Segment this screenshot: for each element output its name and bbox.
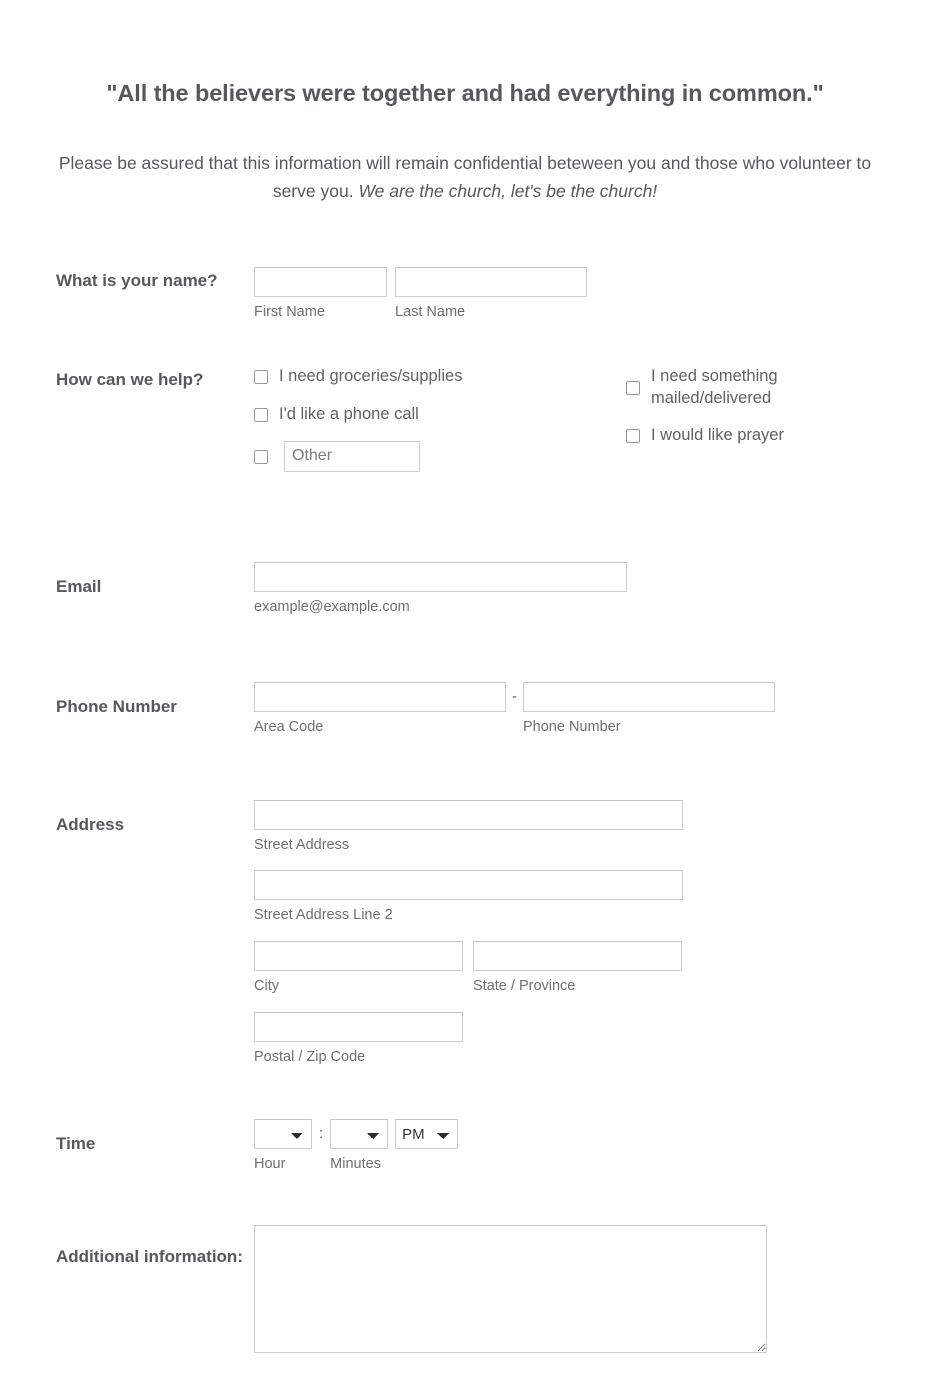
first-name-sub-label: First Name [254,304,325,321]
hour-sub-label: Hour [254,1156,286,1173]
minutes-group [330,1119,388,1174]
phone-number-group [523,682,775,737]
checkbox-icon-phone-call[interactable] [254,408,268,422]
field-row-additional [56,1225,874,1353]
phone-controls [254,682,874,737]
help-label: How can we help? [56,370,204,390]
address-controls [254,800,874,1067]
name-label: What is your name? [56,271,218,291]
time-label: Time [56,1134,96,1154]
email-sub-label: example@example.com [254,598,410,615]
last-name-sub-label: Last Name [395,304,466,321]
checkbox-icon-other[interactable] [254,450,268,464]
minutes-sub-label: Minutes [330,1156,381,1173]
last-name-group [395,267,587,322]
city-input[interactable] [254,941,463,971]
field-row-time [56,1119,874,1174]
help-checkbox-grid [254,366,874,488]
checkbox-item-phone-call[interactable] [254,404,564,425]
state-group [473,941,682,996]
city-group [254,941,463,996]
zip-sub-label: Postal / Zip Code [254,1049,366,1066]
address-label: Address [56,814,125,834]
first-name-input[interactable] [254,267,387,297]
state-input[interactable] [473,941,682,971]
email-label: Email [56,576,102,596]
help-controls [254,366,874,488]
street-address-sub-label: Street Address [254,836,350,853]
form-subheader [58,149,872,206]
field-row-help [56,366,874,488]
time-controls [254,1119,874,1174]
street-address-input[interactable] [254,800,683,830]
meridiem-select[interactable] [395,1119,458,1149]
additional-information-textarea[interactable] [254,1225,767,1353]
field-row-name [56,267,874,322]
field-row-email [56,562,874,617]
additional-label: Additional information: [56,1246,243,1266]
city-state-group [254,941,874,996]
other-input[interactable] [284,441,420,472]
hour-select[interactable] [254,1119,312,1149]
street-address-2-input[interactable] [254,870,683,900]
area-code-sub-label: Area Code [254,718,324,735]
help-column-left [254,366,564,488]
area-code-group [254,682,506,737]
email-input[interactable] [254,562,627,592]
name-inputs [254,267,874,322]
time-separator: : [319,1125,324,1143]
phone-inputs [254,682,874,737]
checkbox-item-mailed[interactable] [626,366,874,409]
zip-group [254,1012,874,1067]
subheader-emphasis-text: We are the church, let's be the church! [358,180,658,201]
checkbox-icon-groceries[interactable] [254,370,268,384]
phone-number-input[interactable] [523,682,775,712]
subheader-plain-text: Please be assured that this information will remain confidential beteween you and those who volunteer to serve you. [58,152,872,201]
checkbox-icon-prayer[interactable] [626,429,640,443]
phone-number-sub-label: Phone Number [523,718,621,735]
help-column-right [564,366,874,488]
street-address-2-sub-label: Street Address Line 2 [254,907,393,924]
time-inputs [254,1119,874,1174]
checkbox-label-prayer: I would like prayer [651,425,784,444]
checkbox-label-mailed: I need something mailed/delivered [651,367,778,407]
form-body [0,267,930,1353]
field-row-address [56,800,874,1067]
phone-separator: - [512,687,517,705]
street-address-group [254,800,874,855]
zip-input[interactable] [254,1012,463,1042]
checkbox-label-phone-call: I'd like a phone call [279,404,419,423]
field-row-phone [56,682,874,737]
last-name-input[interactable] [395,267,587,297]
additional-controls [254,1225,874,1353]
state-sub-label: State / Province [473,978,576,995]
minutes-select[interactable] [330,1119,388,1149]
street-address-2-group [254,870,874,925]
form-header [0,0,930,205]
hour-group [254,1119,312,1174]
email-controls [254,562,874,617]
checkbox-label-groceries: I need groceries/supplies [279,367,463,386]
phone-label: Phone Number [56,696,177,716]
page-title: "All the believers were together and had everything in common." [106,80,824,106]
checkbox-item-other[interactable] [254,441,564,472]
first-name-group [254,267,387,322]
checkbox-icon-mailed[interactable] [626,381,640,395]
city-sub-label: City [254,978,279,995]
checkbox-item-prayer[interactable] [626,425,874,446]
area-code-input[interactable] [254,682,506,712]
meridiem-group [395,1119,458,1149]
checkbox-item-groceries[interactable] [254,366,564,387]
name-controls [254,267,874,322]
